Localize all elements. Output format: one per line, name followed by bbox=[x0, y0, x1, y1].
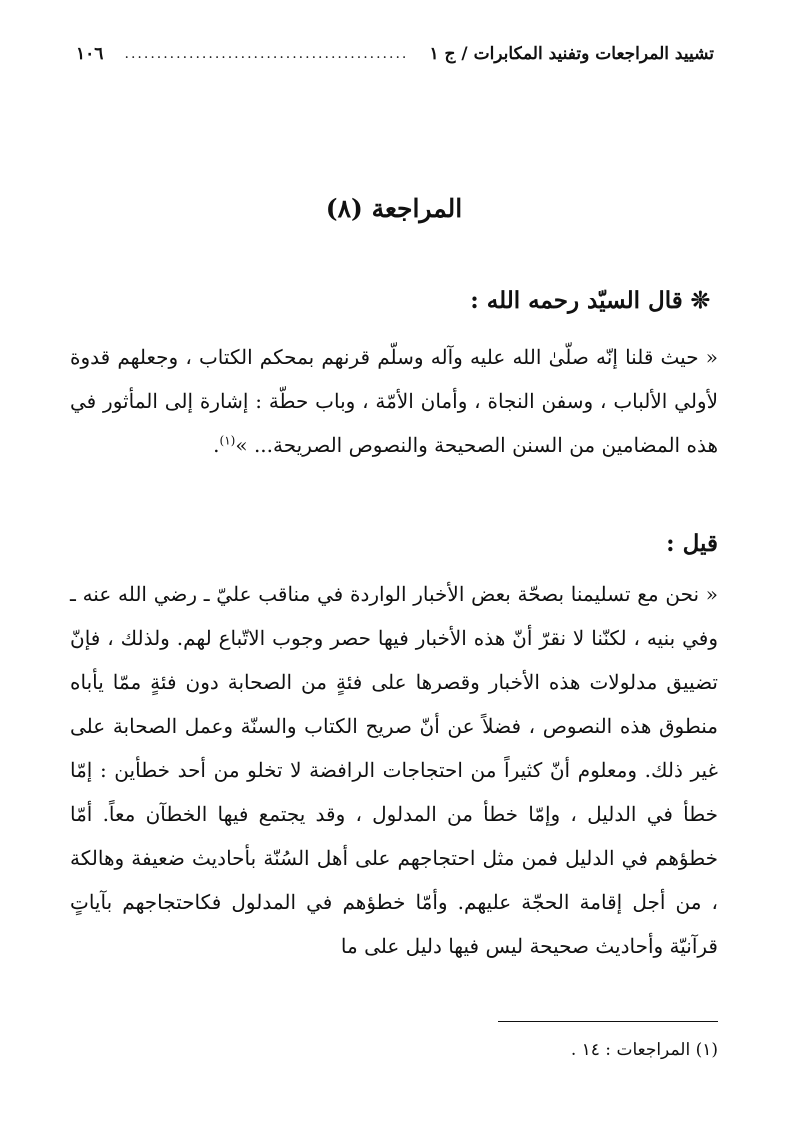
book-page bbox=[70, 0, 718, 1129]
page-number: ١٠٦ bbox=[76, 44, 104, 64]
footnote-marker: (١) bbox=[219, 433, 236, 448]
section-title: المراجعة (٨) bbox=[325, 194, 463, 223]
header-title: تشييد المراجعات وتفنيد المكابرات / ج ١ bbox=[429, 44, 714, 64]
first-quote-text: « حيث قلنا إنّه صلّىٰ الله عليه وآله وسلّم قرنهم بمحكم الكتاب ، وجعلهم قدوة لأولي الألباب ، وسفن النجاة ، وأمان الأمّة ، وباب حطّة : إشارة إلى المأثور في هذه المضامين من السنن الصحيحة والنصوص الصريحة... » bbox=[70, 345, 718, 457]
running-header bbox=[70, 38, 718, 70]
second-quote-paragraph: « نحن مع تسليمنا بصحّة بعض الأخبار الواردة في مناقب عليّ ـ رضي الله عنه ـ وفي بنيه ، لكنّنا لا نقرّ أنّ هذه الأخبار فيها حصر وجوب الاتّباع لهم. ولذلك ، فإنّ تضييق مدلولات هذه الأخبار وقصرها على فئةٍ من الصحابة دون فئةٍ ممّا يأباه منطوق هذه النصوص ، فضلاً عن أنّ صريح الكتاب والسنّة وعمل الصحابة على غير ذلك. ومعلوم أنّ كثيراً من احتجاجات الرافضة لا تخلو من أحد خطأين : إمّا خطأ في الدليل ، وإمّا خطأ من المدلول ، وقد يجتمع فيها الخطآن معاً. أمّا خطؤهم في الدليل فمن مثل احتجاجهم على أهل السُنّة بأحاديث ضعيفة وهالكة ، من أجل إقامة الحجّة عليهم. وأمّا خطؤهم في المدلول فكاحتجاجهم بآياتٍ قرآنيّة وأحاديث صحيحة ليس فيها دليل على ما bbox=[70, 582, 718, 958]
header-leader-dots: ............................................ bbox=[124, 46, 409, 62]
first-quote-paragraph bbox=[70, 335, 718, 467]
first-quote-end-punct: . bbox=[213, 433, 220, 457]
footnote-divider bbox=[498, 1021, 718, 1022]
second-speaker-heading: قيل : bbox=[666, 530, 718, 557]
footnote: (١) المراجعات : ١٤ . bbox=[570, 1040, 718, 1060]
first-speaker-heading: ❊ قال السيّد رحمه الله : bbox=[470, 287, 710, 314]
